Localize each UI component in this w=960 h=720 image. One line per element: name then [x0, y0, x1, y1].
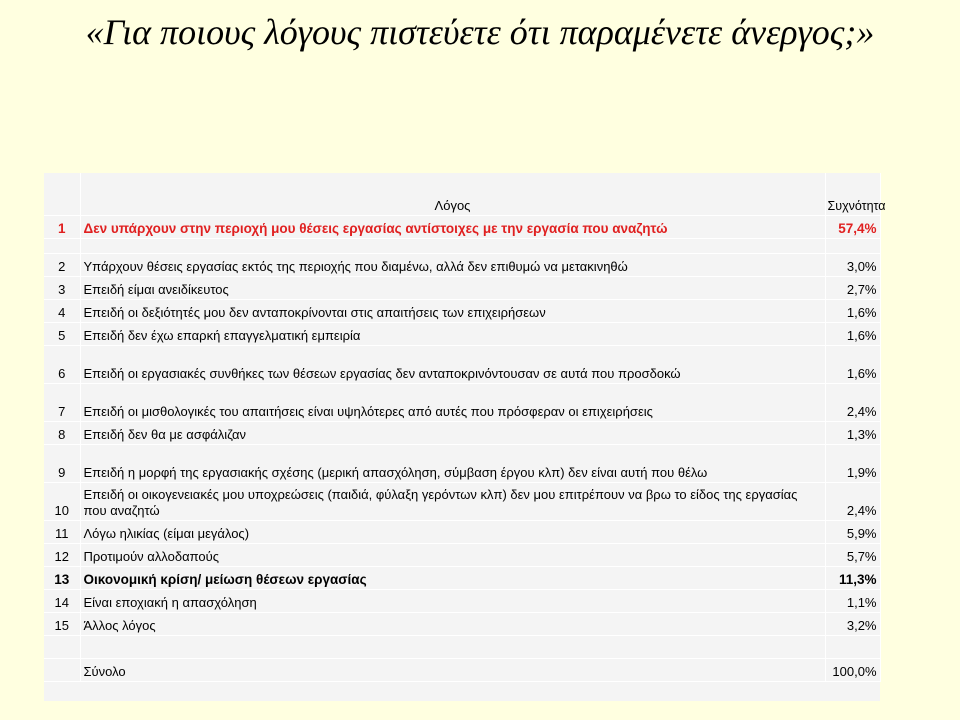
row-reason: Επειδή οι μισθολογικές του απαιτήσεις είναι υψηλότερες από αυτές που πρόσφεραν οι επιχειρήσεις [80, 384, 825, 422]
table-row [44, 567, 880, 590]
table-row [44, 323, 880, 346]
row-number: 2 [44, 254, 80, 277]
row-frequency: 1,6% [825, 323, 880, 346]
spacer-row [44, 239, 880, 254]
header-reason: Λόγος [80, 173, 825, 216]
total-label: Σύνολο [80, 659, 825, 682]
row-frequency: 1,6% [825, 346, 880, 384]
row-number: 4 [44, 300, 80, 323]
table-row [44, 590, 880, 613]
row-number: 11 [44, 521, 80, 544]
row-frequency: 1,6% [825, 300, 880, 323]
row-number: 12 [44, 544, 80, 567]
row-number: 5 [44, 323, 80, 346]
row-frequency: 11,3% [825, 567, 880, 590]
spacer-row [44, 636, 880, 659]
table-row [44, 254, 880, 277]
table-row [44, 277, 880, 300]
row-frequency: 1,3% [825, 422, 880, 445]
row-reason: Άλλος λόγος [80, 613, 825, 636]
row-number: 1 [44, 216, 80, 239]
header-num-cell [44, 173, 80, 216]
table-row [44, 300, 880, 323]
table-row [44, 521, 880, 544]
row-frequency: 2,4% [825, 384, 880, 422]
row-number: 10 [44, 483, 80, 521]
row-frequency: 5,7% [825, 544, 880, 567]
row-number: 8 [44, 422, 80, 445]
row-number: 14 [44, 590, 80, 613]
row-frequency: 3,2% [825, 613, 880, 636]
row-reason: Επειδή δεν θα με ασφάλιζαν [80, 422, 825, 445]
row-frequency: 1,1% [825, 590, 880, 613]
row-reason: Λόγω ηλικίας (είμαι μεγάλος) [80, 521, 825, 544]
row-number: 9 [44, 445, 80, 483]
row-frequency: 1,9% [825, 445, 880, 483]
table-header-row [44, 173, 880, 216]
row-frequency: 3,0% [825, 254, 880, 277]
total-row [44, 659, 880, 682]
row-frequency: 5,9% [825, 521, 880, 544]
row-reason: Επειδή οι εργασιακές συνθήκες των θέσεων εργασίας δεν ανταποκρινόντουσαν σε αυτά που προσδοκώ [80, 346, 825, 384]
row-reason: Υπάρχουν θέσεις εργασίας εκτός της περιοχής που διαμένω, αλλά δεν επιθυμώ να μετακινηθώ [80, 254, 825, 277]
row-number: 15 [44, 613, 80, 636]
row-number: 3 [44, 277, 80, 300]
table-row [44, 613, 880, 636]
reasons-table [44, 173, 886, 682]
slide-title: «Για ποιους λόγους πιστεύετε ότι παραμένετε άνεργος;» [85, 12, 875, 52]
row-reason: Προτιμούν αλλοδαπούς [80, 544, 825, 567]
row-reason: Επειδή είμαι ανειδίκευτος [80, 277, 825, 300]
table-row [44, 422, 880, 445]
table-row [44, 483, 880, 521]
table-row [44, 544, 880, 567]
row-number: 7 [44, 384, 80, 422]
row-frequency: 57,4% [825, 216, 880, 239]
row-reason: Είναι εποχιακή η απασχόληση [80, 590, 825, 613]
row-frequency: 2,7% [825, 277, 880, 300]
table-row [44, 445, 880, 483]
header-frequency: Συχνότητα [825, 173, 880, 216]
reasons-table-container [44, 173, 886, 701]
table-row [44, 216, 880, 239]
row-reason: Δεν υπάρχουν στην περιοχή μου θέσεις εργασίας αντίστοιχες με την εργασία που αναζητώ [80, 216, 825, 239]
row-reason: Επειδή η μορφή της εργασιακής σχέσης (μερική απασχόληση, σύμβαση έργου κλπ) δεν είναι αυτή που θέλω [80, 445, 825, 483]
row-number: 6 [44, 346, 80, 384]
row-reason: Οικονομική κρίση/ μείωση θέσεων εργασίας [80, 567, 825, 590]
row-reason: Επειδή δεν έχω επαρκή επαγγελματική εμπειρία [80, 323, 825, 346]
table-row [44, 384, 880, 422]
row-frequency: 2,4% [825, 483, 880, 521]
row-reason: Επειδή οι οικογενειακές μου υποχρεώσεις (παιδιά, φύλαξη γερόντων κλπ) δεν μου επιτρέπουν να βρω το είδος της εργασίας που αναζητώ [80, 483, 825, 521]
table-row [44, 346, 880, 384]
row-number: 13 [44, 567, 80, 590]
total-frequency: 100,0% [825, 659, 880, 682]
row-reason: Επειδή οι δεξιότητές μου δεν ανταποκρίνονται στις απαιτήσεις των επιχειρήσεων [80, 300, 825, 323]
